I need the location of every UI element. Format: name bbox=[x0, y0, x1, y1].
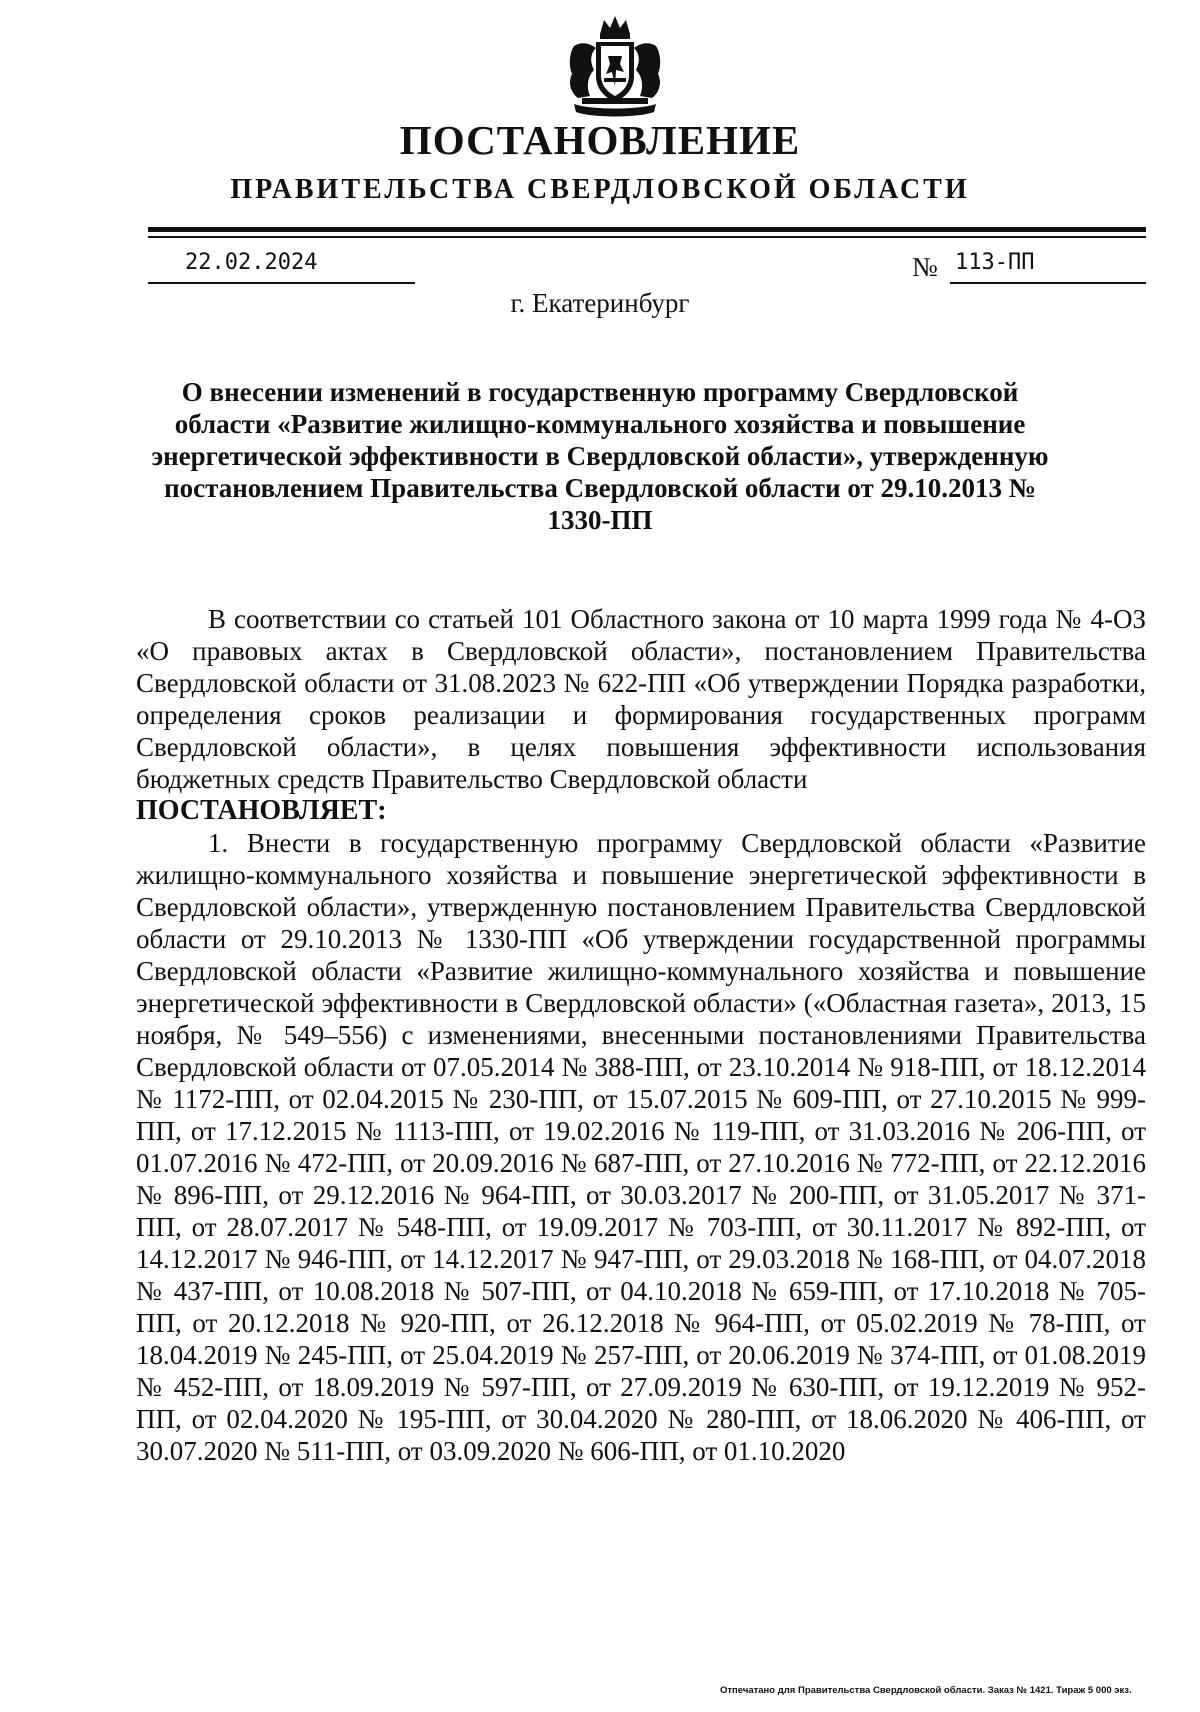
number-sign: № bbox=[912, 252, 938, 282]
document-subtitle: ПРАВИТЕЛЬСТВА СВЕРДЛОВСКОЙ ОБЛАСТИ bbox=[230, 174, 970, 205]
header-rule-thin bbox=[148, 236, 1146, 238]
decree-heading: ПОСТАНОВЛЯЕТ: bbox=[136, 795, 387, 826]
document-subject: О внесении изменений в государственную программу Свердловской области «Развитие жилищно-коммунального хозяйства и повышение энергетической эффективности в Свердловской области», утвержденную постановлением Правительства Свердловской области от 29.10.2013 № 1330-ПП bbox=[151, 377, 1049, 535]
document-body bbox=[136, 603, 1146, 1467]
document-title: ПОСТАНОВЛЕНИЕ bbox=[399, 117, 801, 163]
print-footer: Отпечатано для Правительства Свердловской области. Заказ № 1421. Тираж 5 000 экз. bbox=[720, 1685, 1132, 1696]
header-rule-thick bbox=[148, 227, 1146, 232]
number-underline bbox=[950, 282, 1146, 284]
coat-of-arms-emblem bbox=[560, 12, 670, 120]
date-underline bbox=[148, 282, 415, 284]
document-date: 22.02.2024 bbox=[185, 250, 318, 275]
city-label: г. Екатеринбург bbox=[510, 288, 690, 318]
item-1-paragraph: 1. Внести в государственную программу Свердловской области «Развитие жилищно-коммунального хозяйства и повышение энергетической эффективности в Свердловской области», утвержденную постановлением Правительства Свердловской области от 29.10.2013 № 1330-ПП «Об утверждении государственной программы Свердловской области «Развитие жилищно-коммунального хозяйства и повышение энергетической эффективности в Свердловской области» («Областная газета», 2013, 15 ноября, № 549–556) с изменениями, внесенными постановлениями Правительства Свердловской области от 07.05.2014 № 388-ПП, от 23.10.2014 № 918-ПП, от 18.12.2014 № 1172-ПП, от 02.04.2015 № 230-ПП, от 15.07.2015 № 609-ПП, от 27.10.2015 № 999-ПП, от 17.12.2015 № 1113-ПП, от 19.02.2016 № 119-ПП, от 31.03.2016 № 206-ПП, от 01.07.2016 № 472-ПП, от 20.09.2016 № 687-ПП, от 27.10.2016 № 772-ПП, от 22.12.2016 № 896-ПП, от 29.12.2016 № 964-ПП, от 30.03.2017 № 200-ПП, от 31.05.2017 № 371-ПП, от 28.07.2017 № 548-ПП, от 19.09.2017 № 703-ПП, от 30.11.2017 № 892-ПП, от 14.12.2017 № 946-ПП, от 14.12.2017 № 947-ПП, от 29.03.2018 № 168-ПП, от 04.07.2018 № 437-ПП, от 10.08.2018 № 507-ПП, от 04.10.2018 № 659-ПП, от 17.10.2018 № 705-ПП, от 20.12.2018 № 920-ПП, от 26.12.2018 № 964-ПП, от 05.02.2019 № 78-ПП, от 18.04.2019 № 245-ПП, от 25.04.2019 № 257-ПП, от 20.06.2019 № 374-ПП, от 01.08.2019 № 452-ПП, от 18.09.2019 № 597-ПП, от 27.09.2019 № 630-ПП, от 19.12.2019 № 952-ПП, от 02.04.2020 № 195-ПП, от 30.04.2020 № 280-ПП, от 18.06.2020 № 406-ПП, от 30.07.2020 № 511-ПП, от 03.09.2020 № 606-ПП, от 01.10.2020 bbox=[136, 828, 1146, 1466]
document-number: 113-ПП bbox=[955, 250, 1035, 275]
preamble-paragraph: В соответствии со статьей 101 Областного закона от 10 марта 1999 года № 4-ОЗ «О правовых актах в Свердловской области», постановлением Правительства Свердловской области от 31.08.2023 № 622-ПП «Об утверждении Порядка разработки, определения сроков реализации и формирования государственных программ Свердловской области», в целях повышения эффективности использования бюджетных средств Правительство Свердловской области bbox=[136, 604, 1146, 794]
